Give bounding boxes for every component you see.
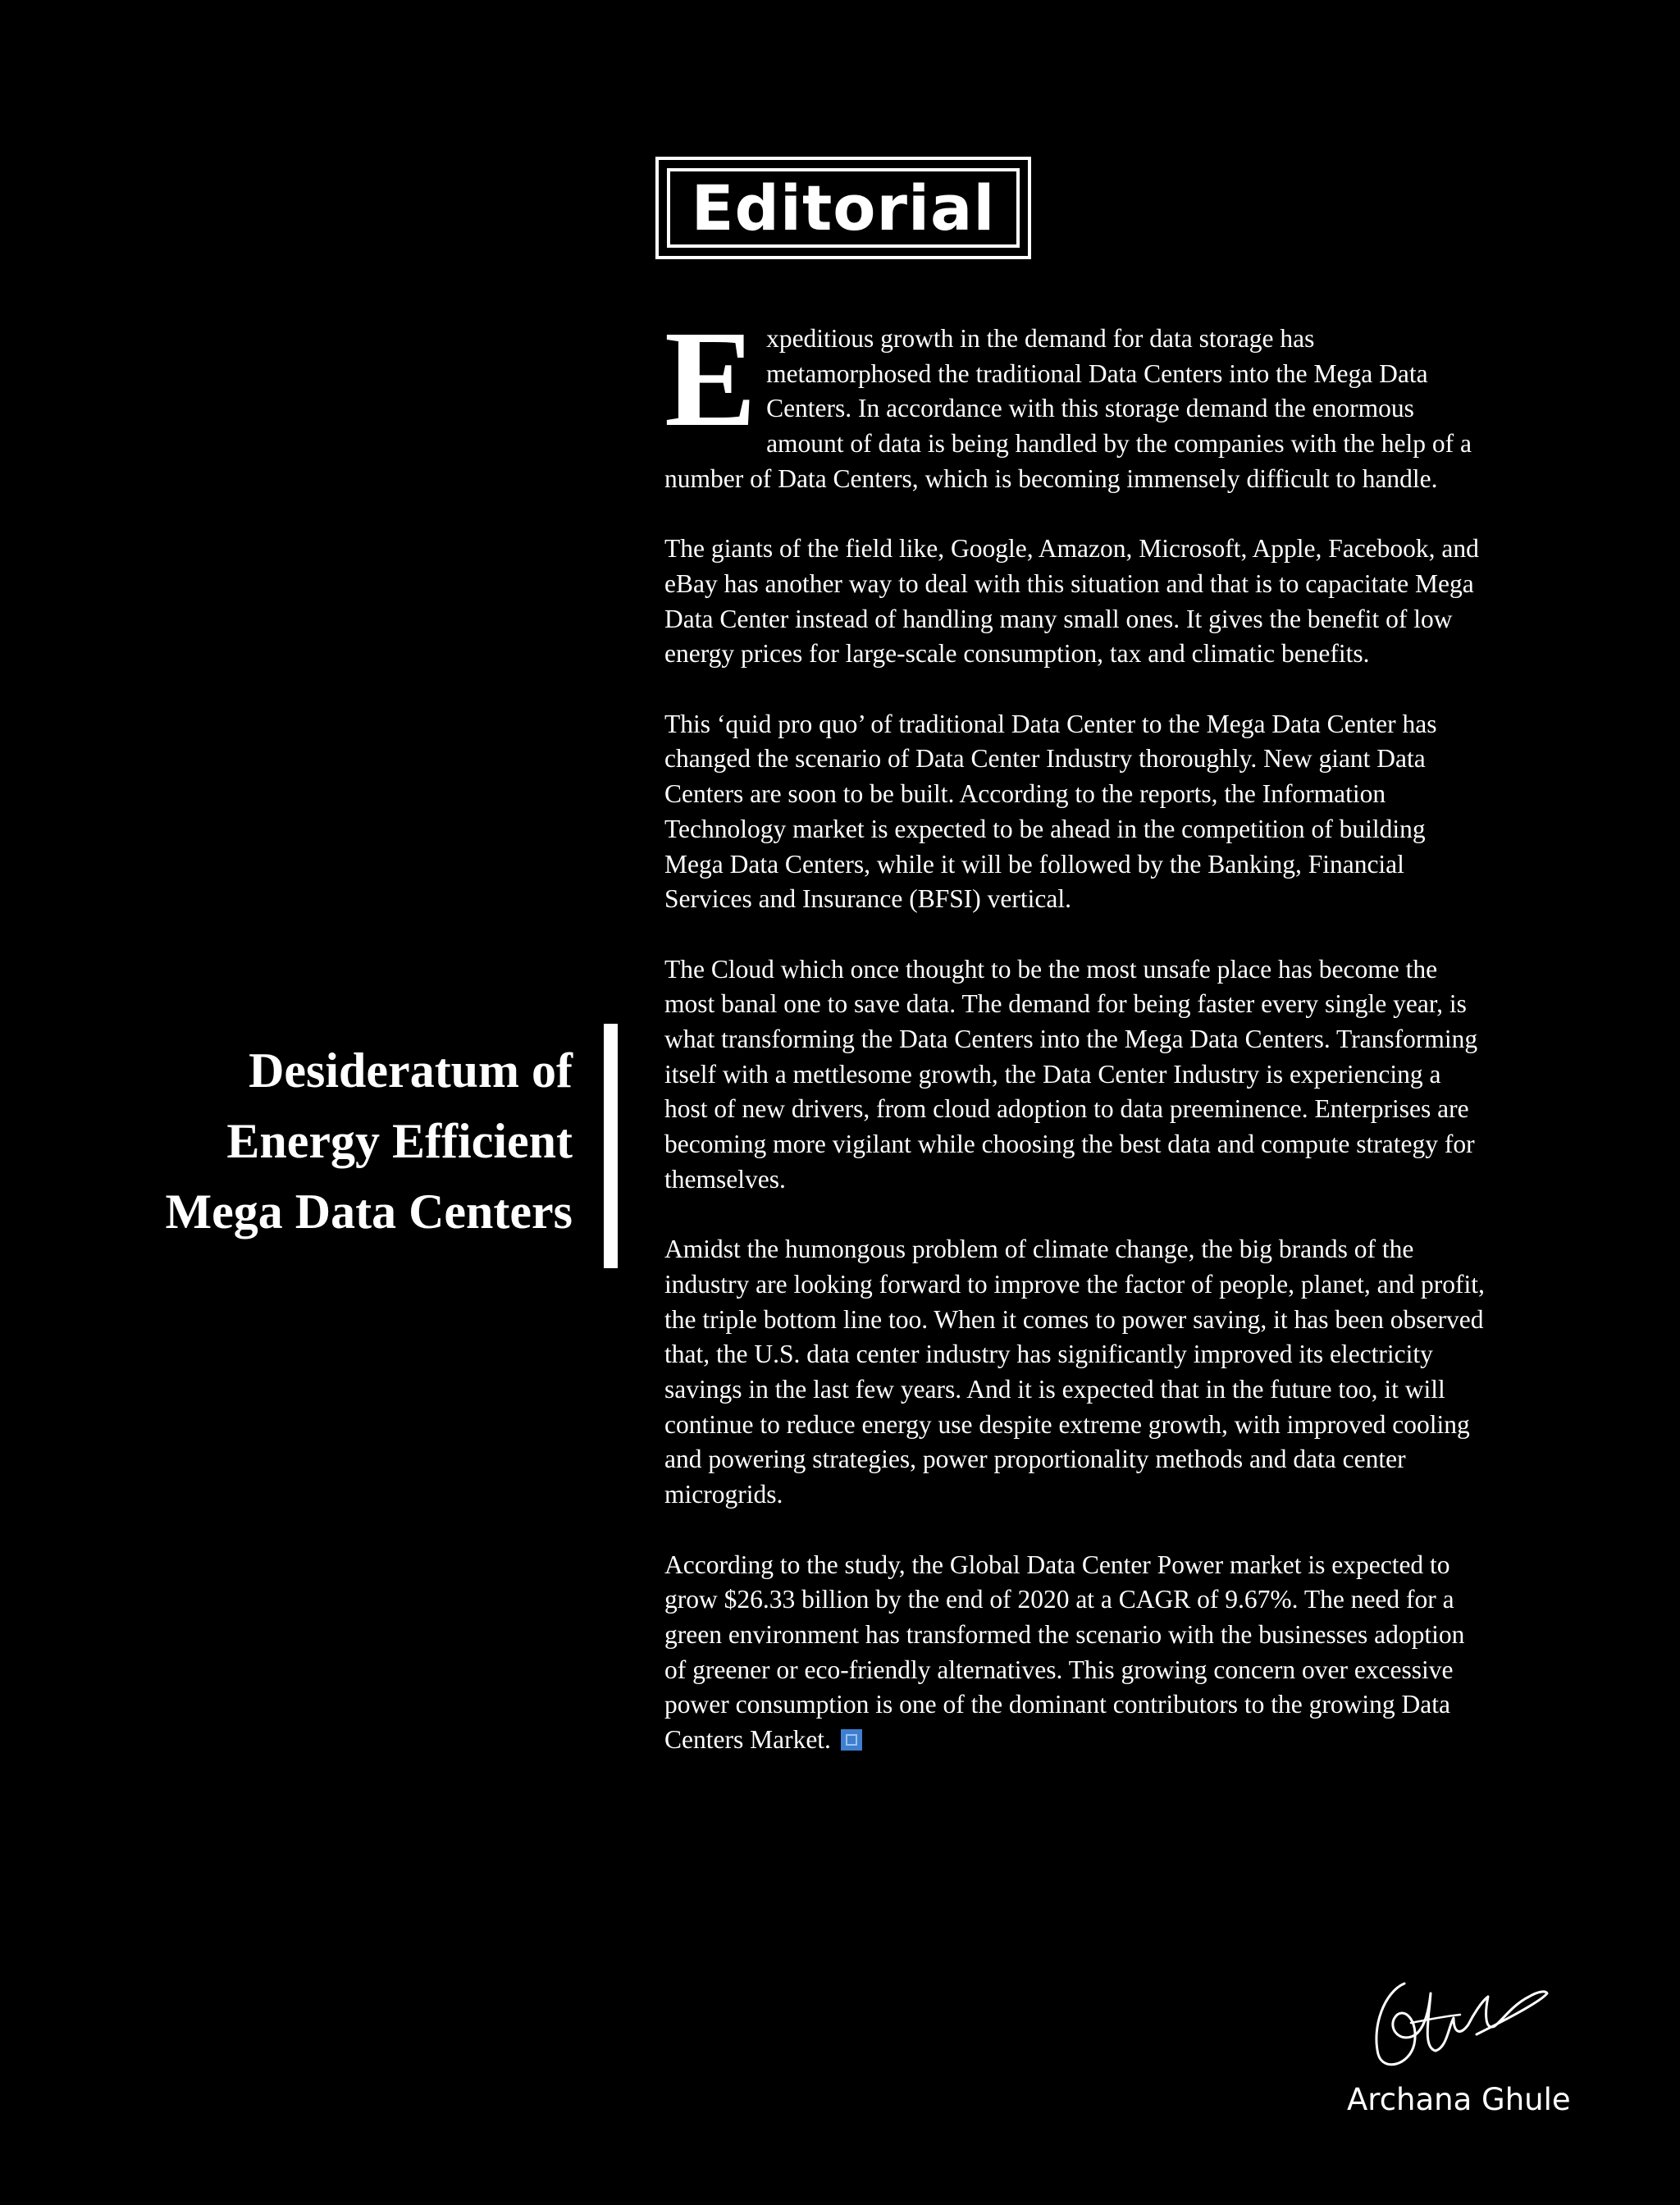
title-line-1: Desideratum of (249, 1043, 573, 1098)
paragraph-6-text: According to the study, the Global Data Center Power market is expected to grow $26.33 billion by the end of 2020 at a CAGR of 9.67%. The need for a green environment has transformed the scenario with the businesses adoption of greener or eco-friendly alternatives. This growing concern over excessive power consumption is one of the dominant contributors to the growing Data Centers Market. (664, 1550, 1465, 1755)
paragraph-4: The Cloud which once thought to be the most unsafe place has become the most banal one to save data. The demand for being faster every single year, is what transforming the Data Centers into the Mega Data Centers. Transforming itself with a mettlesome growth, the Data Center Industry is experiencing a host of new drivers, from cloud adoption to data preeminence. Enterprises are becoming more vigilant while choosing the best data and compute strategy for themselves. (664, 954, 1478, 1194)
paragraph-1-text: xpeditious growth in the demand for data storage has metamorphosed the traditional Data Centers into the Mega Data Centers. In accordance with this storage demand the enormous amount of data is being handled by the companies with the help of a number of Data Centers, which is becoming immensely difficult to handle. (664, 324, 1472, 493)
article-title (80, 1035, 573, 1247)
editorial-header-box (655, 157, 1031, 259)
paragraph-6 (664, 1548, 1485, 1758)
paragraph-5: Amidst the humongous problem of climate change, the big brands of the industry are looking forward to improve the factor of people, planet, and profit, the triple bottom line too. When it comes to power saving, it has been observed that, the U.S. data center industry has significantly improved its electricity savings in the last few years. And it is expected that in the future too, it will continue to reduce energy use despite extreme growth, with improved cooling and powering strategies, power proportionality methods and data center microgrids. (664, 1235, 1485, 1509)
author-signature (1362, 1969, 1550, 2075)
author-name: Archana Ghule (1347, 2082, 1571, 2117)
paragraph-3: This ‘quid pro quo’ of traditional Data Center to the Mega Data Center has changed the scenario of Data Center Industry thoroughly. New giant Data Centers are soon to be built. According to the reports, the Information Technology market is expected to be ahead in the competition of building Mega Data Centers, while it will be followed by the Banking, Financial Services and Insurance (BFSI) vertical. (664, 709, 1437, 914)
article-body (664, 303, 1485, 1792)
title-line-2: Energy Efficient (226, 1114, 573, 1168)
title-line-3: Mega Data Centers (165, 1185, 573, 1239)
section-label: Editorial (691, 171, 996, 244)
paragraph-2: The giants of the field like, Google, Amazon, Microsoft, Apple, Facebook, and eBay has another way to deal with this situation and that is to capacitate Mega Data Center instead of handling many small ones. It gives the benefit of low energy prices for large-scale consumption, tax and climatic benefits. (664, 534, 1479, 669)
paragraph-1 (664, 303, 1485, 497)
end-mark-icon (841, 1729, 862, 1751)
title-divider-bar (604, 1024, 618, 1268)
drop-cap: E (664, 303, 757, 455)
